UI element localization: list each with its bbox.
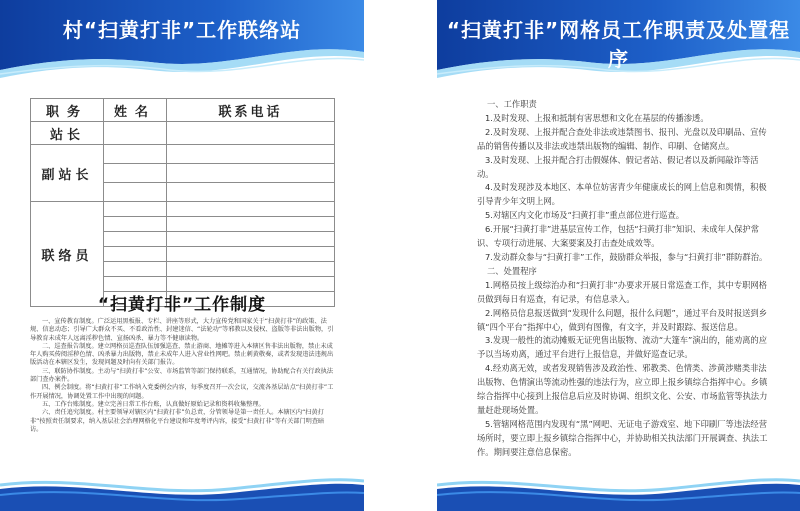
rule-paragraph: 三、联防协作制度。主动与“扫黄打非”公安、市场监管等部门保持联系，互通情况，协助配合有关行政执法部门查办案件。 [30,367,334,384]
name-cell [104,262,167,277]
right-header-banner [437,0,800,80]
rule-paragraph: 六、责任追究制度。村主要领导对辖区内“扫黄打非”负总责，分管领导是第一责任人。本辖区内“扫黄打非”按照责任制要求，纳入基层社会治理网格化平台建设和年度考评内容，接受“扫黄打非”等有关部门明查暗访。 [30,409,325,433]
phone-cell [167,183,335,202]
role-liaison: 联络员 [31,202,104,307]
phone-cell [167,262,335,277]
phone-cell [167,247,335,262]
rules-text [30,318,336,434]
section-heading-duties: 一、工作职责 [487,99,537,109]
left-board [0,0,364,511]
left-footer-wave-graphic [0,471,364,511]
duties-text [477,98,773,460]
name-cell [104,247,167,262]
section-heading-procedures: 二、处置程序 [487,265,537,276]
contacts-table [30,98,335,307]
name-cell [104,202,167,217]
name-cell [104,164,167,183]
name-cell [104,145,167,164]
table-row [31,202,335,217]
table-row [31,145,335,164]
name-cell [104,183,167,202]
left-header-banner [0,0,364,80]
phone-cell [167,164,335,183]
role-deputy-chief: 副站长 [31,145,104,202]
right-footer-wave-graphic [437,471,800,511]
right-board-title: “扫黄打非”网格员工作职责及处置程序 [446,18,791,71]
duty-item: 2.及时发现、上报并配合查处非法或违禁图书、报刊、光盘以及印刷品、宣传品的销售传播以及非法或违禁出版物的编辑、制作、印刷、仓储窝点。 [477,126,767,151]
rules-title: “扫黄打非”工作制度 [97,295,267,315]
rule-paragraph: 四、例会制度。将“扫黄打非”工作纳入党委例会内容，每季度召开一次会议，交流各基层站点“扫黄打非”工作开展情况，协调处置工作中出现的问题。 [30,384,334,400]
contacts-header-row [31,99,335,122]
header-name: 姓名 [104,99,167,122]
rule-paragraph: 一、宣传教育制度。广泛运用黑板报、专栏、讲座等形式，大力宣传党和国家关于“扫黄打非”的政策、法规、信息动态；引导广大群众不买、不看政治性、封建迷信、“法轮功”等邪教以及侵权、盗版等非法出版物，引导教育未成年人远离淫秽色情、宣扬凶杀、暴力等不健康读物。 [30,318,334,342]
rule-paragraph: 二、巡查报告制度。建立网格员巡查队伍加强巡查，禁止游商、地摊等进入本辖区售非法出版物，禁止未成年人购买传阅淫秽色情、凶杀暴力出版物，禁止未成年人进入营业性网吧。禁止刺黄敬奏，或者发现违法违规出版活动在本辖区发生，发现问题及时向有关部门报告。 [30,342,334,367]
duty-item: 3.及时发现、上报并配合打击假媒体、假记者站、假记者以及新闻敲诈等活动。 [477,154,759,179]
right-footer-wave [437,471,800,511]
phone-cell [167,232,335,247]
procedure-item: 5.管辖网格范围内发现有“黑”网吧、无证电子游戏室、地下印刷厂等违法经营场所时，要立即上报乡镇综合指挥中心，并协助相关执法部门开展调查、执法工作。期间要注意信息保密。 [477,418,768,457]
procedure-item: 1.网格员按上级综治办和“扫黄打非”办要求开展日常巡查工作，其中专职网格员做到每日有巡查，有记录，有信息录入。 [477,279,768,304]
phone-cell [167,202,335,217]
role-station-chief: 站长 [31,122,104,145]
duty-item: 1.及时发现、上报和抵制有害思想和文化在基层的传播渗透。 [485,112,709,123]
procedure-item: 2.网格员信息报送做到“发现什么问题，报什么问题”，通过平台及时报送到乡镇“四个平台”指挥中心，做到有图像，有文字，并及时跟踪、报送信息。 [477,307,768,332]
phone-cell [167,122,335,145]
left-board-title: 村“扫黄打非”工作联络站 [62,18,302,42]
header-role: 职务 [31,99,104,122]
procedure-item: 3.发现一般性的流动摊贩无证兜售出版物、流动“大篷车”演出的，能劝离的应予以当场劝离，通过平台进行上报信息，并做好巡查记录。 [477,335,768,360]
duty-item: 4.及时发现涉及本地区、本单位妨害青少年健康成长的网上信息和舆情，积极引导青少年文明上网。 [477,182,767,207]
phone-cell [167,145,335,164]
duty-item: 6.开展“扫黄打非”进基层宣传工作，包括“扫黄打非”知识、未成年人保护常识、专项行动进展、大案要案及打击查处成效等。 [477,224,760,249]
name-cell [104,217,167,232]
name-cell [104,122,167,145]
rule-paragraph: 五、工作台账制度。建立完善日常工作台账，认真做好原始记录和资料收集整理。 [42,400,265,408]
duty-item: 7.发动群众参与“扫黄打非”工作，鼓励群众举报，参与“扫黄打非”群防群治。 [485,251,768,262]
procedure-item: 4.经劝离无效，或者发现销售涉及政治性、邪教类、色情类、涉黄涉赌类非法出版物、色情演出等流动性强的违法行为，应立即上报乡镇综合指挥中心。乡镇综合指挥中心接到上报信息后应及时协调、组织文化、公安、市场监管等执法力量赶赴现场处置。 [477,363,768,415]
table-row [31,122,335,145]
left-footer-wave [0,471,364,511]
phone-cell [167,217,335,232]
duty-item: 5.对辖区内文化市场及“扫黄打非”重点部位进行巡查。 [485,210,685,221]
name-cell [104,232,167,247]
header-phone: 联系电话 [167,99,335,122]
